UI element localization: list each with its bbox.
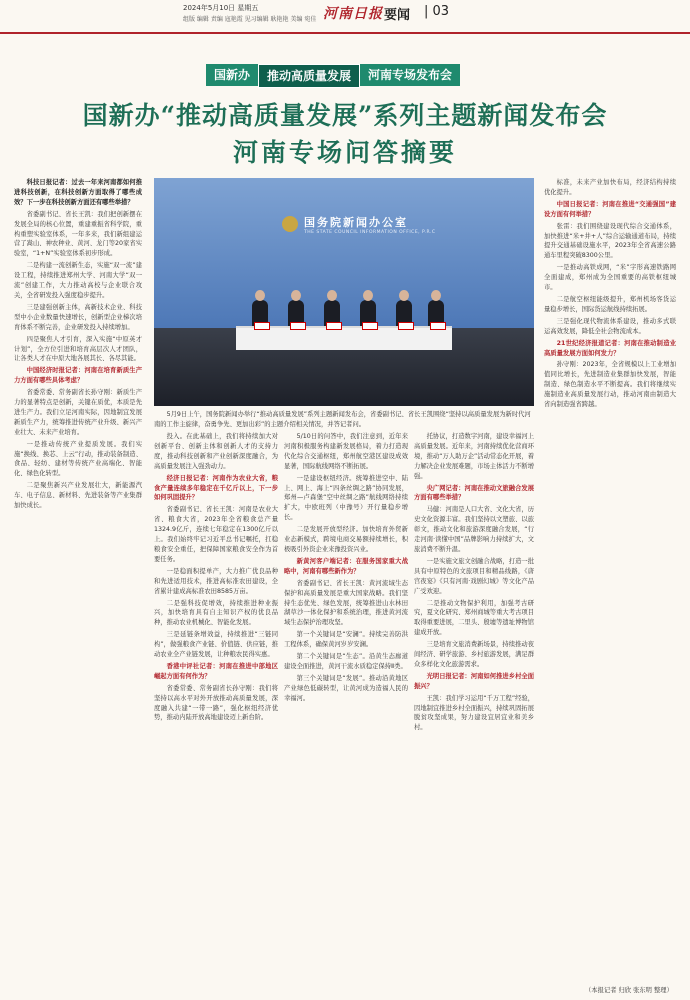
- question: 光明日报记者：河南如何推进乡村全面振兴？: [414, 672, 534, 690]
- question: 中国日报记者：河南在推进“交通强国”建设方面有何举措？: [544, 200, 676, 218]
- answer-paragraph: 马健：河南是人口大省、文化大省，历史文化资源丰富。我们坚持以文塑旅、以旅彰文，推动文化和旅游深度融合发展，“行走河南·读懂中国”品牌影响力持续扩大，文旅消费不断升温。: [414, 506, 534, 553]
- national-emblem-icon: [282, 216, 298, 232]
- answer-paragraph: 三是延链条增效益，持续推进“三链同构”，做强粮食产业链、价值链、供应链，推动农业全产业链发展，让种粮农民得实惠。: [154, 631, 278, 659]
- answer-paragraph: 一是推动高铁成网，“米”字形高速铁路网全面建成，郑州成为全国重要的高铁枢纽城市。: [544, 264, 676, 292]
- answer-paragraph: 一是实施文旅文创融合战略，打造一批具有中原特色的文旅项目和精品线路，《唐宫夜宴》《只有河南·戏剧幻城》等文化产品广受欢迎。: [414, 557, 534, 595]
- issue-date: 2024年5月10日 星期五: [183, 4, 259, 12]
- answer-paragraph: 二是推动文物保护利用，加强考古研究，夏文化研究、郑州商城等重大考古项目取得重要进展，二里头、殷墟等遗址博物馆建成开放。: [414, 599, 534, 637]
- question: 21世纪经济报道记者：河南在推动制造业高质量发展方面如何发力？: [544, 339, 676, 357]
- banner-right: 河南专场发布会: [360, 64, 460, 86]
- answer-paragraph: 二是发展开放型经济。加快培育外贸新业态新模式，跨境电商交易额持续增长，积极吸引外资企业来豫投资兴业。: [284, 526, 408, 553]
- answer-paragraph: 三是建强创新主体，高新技术企业、科技型中小企业数量快速增长，创新型企业梯次培育体系不断完善，企业研发投入持续增加。: [14, 303, 142, 331]
- question: 经济日报记者：河南作为农业大省，粮食产量连续多年稳定在千亿斤以上，下一步如何巩固提升？: [154, 474, 278, 502]
- banner-left: 国新办: [206, 64, 258, 86]
- headline-line2: 河南专场问答摘要: [232, 138, 457, 167]
- answer-paragraph: 第二个关键词是“生态”。沿黄生态廊道建设全面推进，黄河干流水质稳定保持Ⅱ类。: [284, 653, 408, 670]
- answer-paragraph: 三是强化现代物流体系建设，推动多式联运高效发展，降低全社会物流成本。: [544, 317, 676, 335]
- article-column-4: [414, 432, 534, 988]
- answer-paragraph: 一是推动传统产业提质发展。我们实施“换线、换芯、上云”行动，推动装备制造、食品、轻纺、建材等传统产业高端化、智能化、绿色化转型。: [14, 440, 142, 478]
- backdrop-title: 国务院新闻办公室: [304, 216, 408, 229]
- article-column-2: [154, 432, 278, 988]
- question: 中国经济时报记者：河南在培育新质生产力方面有哪些具体考虑？: [14, 367, 142, 385]
- topic-banner: [206, 64, 460, 86]
- question: 新黄河客户端记者：在服务国家重大战略中，河南有哪些新作为？: [284, 557, 408, 575]
- answer-paragraph: 四是聚焦人才引育，深入实施“中原英才计划”，全方位引进和培育高层次人才团队，让各类人才在中原大地各展其长、各尽其能。: [14, 335, 142, 363]
- answer-paragraph: 托协议，打造数字河南，建设幸福河上高质量发展。近年来，河南持续优化营商环境，推动“万人助万企”活动常态化开展，着力解决企业发展难题，市场主体活力不断增强。: [414, 433, 534, 480]
- answer-paragraph: 王凯：我们学习运用“千万工程”经验，因地制宜推进乡村全面振兴，持续巩固拓展脱贫攻坚成果，努力建设宜居宜业和美乡村。: [414, 694, 534, 732]
- answer-paragraph: 二是航空枢纽能级提升，郑州机场客货运量稳步增长，国际货运航线持续拓展。: [544, 295, 676, 313]
- article-column-1: [14, 178, 142, 988]
- article-column-5: [544, 178, 676, 978]
- answer-paragraph: 省委副书记、省长王凯：黄河流域生态保护和高质量发展是重大国家战略。我们坚持生态优先、绿色发展，统筹推进山水林田湖草沙一体化保护和系统治理，推进黄河流域生态保护治理攻坚。: [284, 579, 408, 627]
- answer-paragraph: 二是强科技促增效，持续推进种业振兴，加快培育具有自主知识产权的优良品种，推动农业机械化、智能化发展。: [154, 599, 278, 627]
- answer-paragraph: 第一个关键词是“安澜”。持续完善防洪工程体系，确保黄河岁岁安澜。: [284, 631, 408, 649]
- answer-paragraph: 孙守刚：2023年，全省规模以上工业增加值同比增长，先进制造业集群加快发展，智能制造、绿色制造水平不断提高。我们将继续实施制造业高质量发展行动，推动河南由制造大省向制造强省跨越。: [544, 361, 676, 409]
- masthead: [0, 0, 690, 34]
- answer-paragraph: 省委常委、常务副省长孙守刚：新质生产力的显著特点是创新，关键在质优，本质是先进生产力。我们立足河南实际，因地制宜发展新质生产力，统筹推进传统产业升级、新兴产业壮大、未来产业培育。: [14, 389, 142, 436]
- answer-paragraph: 一是稳面积提单产，大力推广优良品种和先进适用技术，推进高标准农田建设，全省累计建成高标准农田8585万亩。: [154, 567, 278, 595]
- answer-paragraph: 投入。在此基础上，我们将持续加大对创新平台、创新主体和创新人才的支持力度，推动科技创新和产业创新深度融合，为高质量发展注入强劲动力。: [154, 433, 278, 470]
- answer-paragraph: 省委副书记、省长王凯：我们把创新摆在发展全局的核心位置，重建重振省科学院，重构重塑实验室体系，一年多来，我们新组建运营了嵩山、神农种业、黄河、龙门等20家省实验室，“1+N”实验室体系初步形成。: [14, 210, 142, 258]
- article-column-3: [284, 432, 408, 988]
- answer-paragraph: 第三个关键词是“发展”。推动沿黄地区产业绿色低碳转型，让黄河成为造福人民的幸福河。: [284, 674, 408, 702]
- answer-paragraph: 二是聚焦新兴产业发展壮大，新能源汽车、电子信息、新材料、先进装备等产业集群加快成长。: [14, 482, 142, 510]
- reporter-credit: （本报记者 归欣 张东明 整理）: [585, 987, 673, 994]
- answer-paragraph: 省委常委、常务副省长孙守刚：我们将坚持以高水平对外开放推动高质量发展，深度融入共建“一带一路”，强化枢纽经济优势，推动内陆开放高地建设迈上新台阶。: [154, 684, 278, 722]
- editor-credits: 组版 编辑 责编 寇艳霞 见习编辑 耿艳艳 美编 宛佳: [183, 16, 317, 23]
- banner-middle: 推动高质量发展: [258, 64, 360, 88]
- answer-paragraph: 二是构建一流创新生态，实施“双一流”建设工程，持续推进郑州大学、河南大学“双一流”创建工作，大力推动高校与企业联合攻关，全省研发投入强度稳步提升。: [14, 262, 142, 299]
- headline-line1: 国新办“推动高质量发展”系列主题新闻发布会: [82, 101, 608, 130]
- answer-paragraph: 一是建设枢纽经济。统筹推进空中、陆上、网上、海上“四条丝绸之路”协同发展，郑州—卢森堡“空中丝绸之路”航线网络持续扩大，中欧班列（中豫号）开行量稳步增长。: [284, 474, 408, 522]
- photo-caption: 5月9日上午，国务院新闻办举行“推动高质量发展”系列主题新闻发布会，省委副书记、省长王凯围绕“坚持以高质量发展为新时代河南的工作主旋律，奋勇争先、更加出彩”的主题介绍相关情况，并答记者问。: [154, 411, 531, 428]
- answer-paragraph: 三是培育文旅消费新场景，持续推动夜间经济、研学旅游、乡村旅游发展，满足群众多样化文化旅游需求。: [414, 641, 534, 668]
- answer-paragraph: 标准，未来产业加快布局，经济结构持续优化提升。: [544, 179, 676, 196]
- backdrop-subtitle: THE STATE COUNCIL INFORMATION OFFICE, P.R.C: [304, 230, 436, 235]
- answer-paragraph: 5/10日的问答中，我们注意到，近年来河南积极服务构建新发展格局，着力打造现代化综合交通枢纽，郑州航空港区建设成效显著，国际航线网络不断拓展。: [284, 433, 408, 470]
- answer-paragraph: 张雷：我们围绕建设现代综合交通体系，加快推进“米+井+人”综合运输通道布局，持续提升交通基础设施水平，2023年全省高速公路通车里程突破8300公里。: [544, 222, 676, 260]
- answer-paragraph: 省委副书记、省长王凯：河南是农业大省、粮食大省，2023年全省粮食总产量1324.9亿斤，连续七年稳定在1300亿斤以上。我们始终牢记习近平总书记嘱托，扛稳粮食安全重任，把保障国家粮食安全作为首要任务。: [154, 506, 278, 563]
- section-name: 要闻: [384, 8, 411, 23]
- newspaper-logo: 河南日报: [323, 6, 383, 22]
- question: 科技日报记者：过去一年来河南都如何推进科技创新，在科技创新方面取得了哪些成效？下一步在科技创新方面还有哪些举措？: [14, 179, 142, 206]
- question: 央广网记者：河南在推动文旅融合发展方面有哪些举措？: [414, 484, 534, 502]
- question: 香港中评社记者：河南在推进中部地区崛起方面有何作为？: [154, 662, 278, 680]
- press-conference-photo: [154, 178, 534, 406]
- page-number: | 03: [424, 4, 450, 19]
